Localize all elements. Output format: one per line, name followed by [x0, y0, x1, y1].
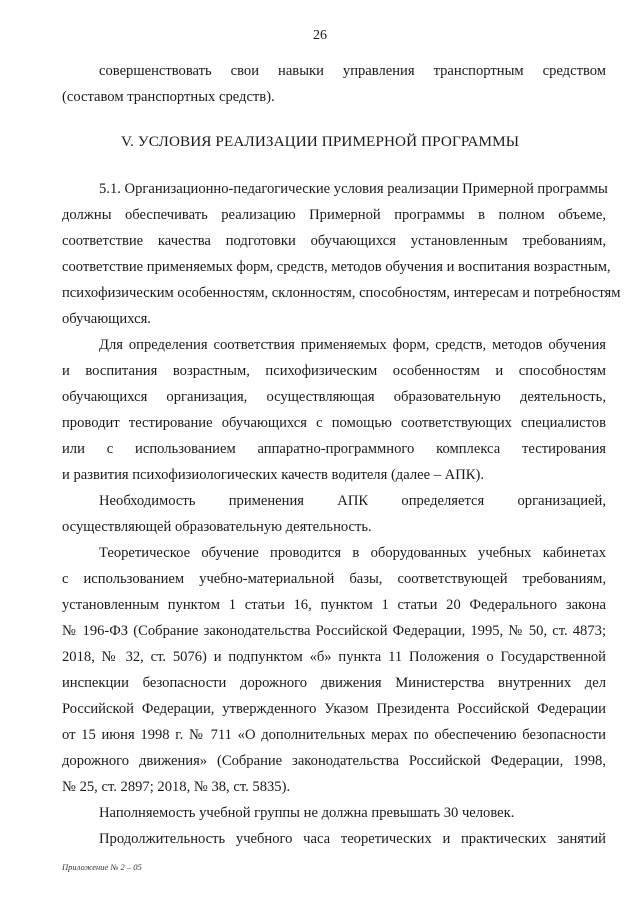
continued-line-1: совершенствовать свои навыки управления транспортным средством	[99, 63, 606, 79]
paragraph-testing-line-5: или с использованием аппаратно-программного комплекса тестирования	[62, 441, 606, 457]
paragraph-testing-line-2: и воспитания возрастным, психофизическим особенностям и способностям	[62, 363, 606, 379]
paragraph-testing-line-1: Для определения соответствия применяемых форм, средств, методов обучения	[99, 337, 606, 353]
page-number: 26	[313, 28, 327, 43]
paragraph-testing-line-6: и развития психофизиологических качеств водителя (далее – АПК).	[62, 467, 484, 483]
paragraph-theory-line-4: № 196-ФЗ (Собрание законодательства Российской Федерации, 1995, № 50, ст. 4873;	[62, 623, 606, 639]
paragraph-theory-line-2: с использованием учебно-материальной базы, соответствующей требованиям,	[62, 571, 606, 587]
continued-line-2: (составом транспортных средств).	[62, 89, 275, 105]
paragraph-group-size: Наполняемость учебной группы не должна превышать 30 человек.	[99, 805, 515, 821]
paragraph-theory-line-5: 2018, № 32, ст. 5076) и подпунктом «б» пункта 11 Положения о Государственной	[62, 649, 606, 665]
paragraph-theory-line-1: Теоретическое обучение проводится в оборудованных учебных кабинетах	[99, 545, 606, 561]
paragraph-apk-line-1: Необходимость применения АПК определяется организацией,	[99, 493, 606, 509]
section-heading: V. УСЛОВИЯ РЕАЛИЗАЦИИ ПРИМЕРНОЙ ПРОГРАММЫ	[120, 133, 520, 150]
paragraph-theory-line-3: установленным пунктом 1 статьи 16, пунктом 1 статьи 20 Федерального закона	[62, 597, 606, 613]
paragraph-apk-line-2: осуществляющей образовательную деятельность.	[62, 519, 372, 535]
paragraph-theory-line-7: Российской Федерации, утвержденного Указом Президента Российской Федерации	[62, 701, 606, 717]
paragraph-5-1-line-3: соответствие качества подготовки обучающихся установленным требованиям,	[62, 233, 606, 249]
paragraph-testing-line-4: проводит тестирование обучающихся с помощью соответствующих специалистов	[62, 415, 606, 431]
paragraph-5-1-line-1: 5.1. Организационно-педагогические условия реализации Примерной программы	[99, 181, 608, 197]
paragraph-5-1-line-6: обучающихся.	[62, 311, 151, 327]
paragraph-duration-line-1: Продолжительность учебного часа теоретических и практических занятий	[99, 831, 606, 847]
paragraph-5-1-line-5: психофизическим особенностям, склонностям, способностям, интересам и потребностям	[62, 285, 621, 301]
paragraph-theory-line-9: дорожного движения» (Собрание законодательства Российской Федерации, 1998,	[62, 753, 606, 769]
paragraph-testing-line-3: обучающихся организация, осуществляющая образовательную деятельность,	[62, 389, 606, 405]
paragraph-theory-line-10: № 25, ст. 2897; 2018, № 38, ст. 5835).	[62, 779, 291, 795]
paragraph-5-1-line-2: должны обеспечивать реализацию Примерной программы в полном объеме,	[62, 207, 606, 223]
page-footer: Приложение № 2 – 05	[62, 862, 142, 872]
paragraph-theory-line-6: инспекции безопасности дорожного движения Министерства внутренних дел	[62, 675, 606, 691]
paragraph-5-1-line-4: соответствие применяемых форм, средств, методов обучения и воспитания возрастным,	[62, 259, 611, 275]
paragraph-theory-line-8: от 15 июня 1998 г. № 711 «О дополнительных мерах по обеспечению безопасности	[62, 727, 606, 743]
